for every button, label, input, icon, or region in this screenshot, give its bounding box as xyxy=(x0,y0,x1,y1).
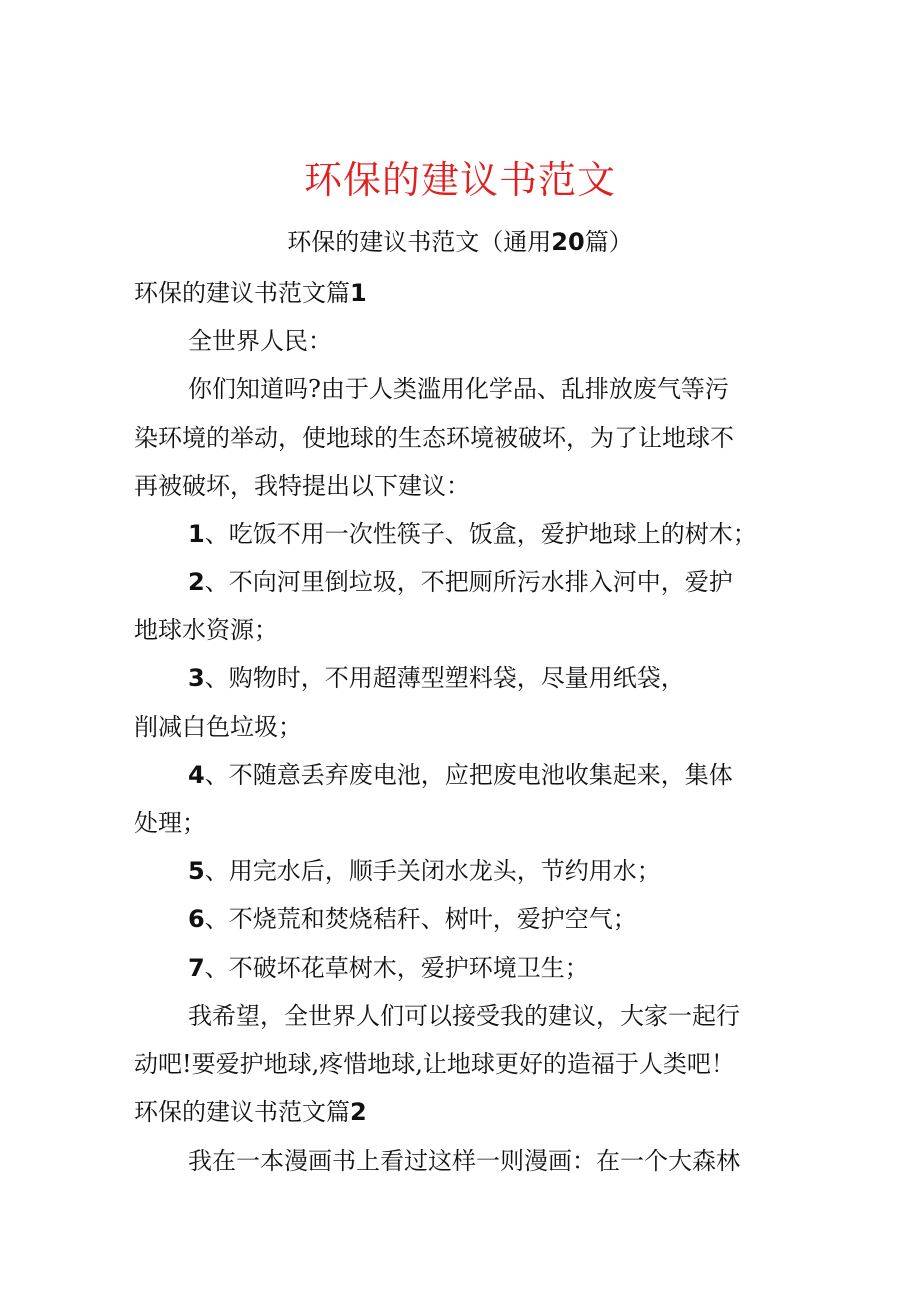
closing-line-1: 我希望，全世界人们可以接受我的建议，大家一起行 xyxy=(188,1002,740,1030)
suggestion-number: 4 xyxy=(188,761,205,789)
intro-line-1: 你们知道吗?由于人类滥用化学品、乱排放废气等污 xyxy=(188,375,729,403)
section-2-heading-text: 环保的建议书范文篇 xyxy=(134,1098,350,1126)
suggestion-text: 、不破坏花草树木，爱护环境卫生； xyxy=(204,954,589,982)
suggestion-item-3-continuation: 削减白色垃圾； xyxy=(134,713,302,741)
section-2-heading xyxy=(134,1092,367,1132)
suggestion-item-7 xyxy=(188,948,589,988)
suggestion-number: 7 xyxy=(188,954,205,982)
section-2-first-line: 我在一本漫画书上看过这样一则漫画：在一个大森林 xyxy=(188,1147,740,1175)
section-1-heading-number: 1 xyxy=(350,279,367,307)
suggestion-item-5 xyxy=(188,851,661,891)
section-2-heading-number: 2 xyxy=(350,1098,367,1126)
suggestion-text: 、吃饭不用一次性筷子、饭盒，爱护地球上的树木； xyxy=(204,520,757,548)
suggestion-item-2-continuation: 地球水资源； xyxy=(134,616,278,644)
suggestion-item-2 xyxy=(188,562,733,602)
suggestion-text: 、不随意丢弃废电池，应把废电池收集起来，集体 xyxy=(204,761,733,789)
suggestion-text: 、用完水后，顺手关闭水龙头，节约用水； xyxy=(204,857,661,885)
suggestion-number: 6 xyxy=(188,905,205,933)
suggestion-number: 3 xyxy=(188,664,205,692)
suggestion-text: 、不向河里倒垃圾，不把厕所污水排入河中，爱护 xyxy=(204,568,733,596)
greeting: 全世界人民： xyxy=(188,327,332,355)
suggestion-text: 、不烧荒和焚烧秸秆、树叶，爱护空气； xyxy=(204,905,637,933)
section-1-heading xyxy=(134,273,367,313)
document-title: 环保的建议书范文 xyxy=(303,158,616,202)
intro-line-3: 再被破坏，我特提出以下建议： xyxy=(134,472,470,500)
suggestion-item-3 xyxy=(188,658,685,698)
document-subtitle xyxy=(0,222,920,262)
closing-line-2: 动吧!要爱护地球,疼惜地球,让地球更好的造福于人类吧！ xyxy=(134,1050,735,1078)
suggestion-item-1 xyxy=(188,514,757,554)
suggestion-text: 、购物时，不用超薄型塑料袋，尽量用纸袋， xyxy=(204,664,685,692)
subtitle-text: 环保的建议书范文（通用 xyxy=(287,228,552,256)
intro-line-2: 染环境的举动，使地球的生态环境被破坏，为了让地球不 xyxy=(134,424,734,452)
suggestion-item-6 xyxy=(188,899,637,939)
suggestion-item-4-continuation: 处理； xyxy=(134,809,206,837)
suggestion-number: 2 xyxy=(188,568,205,596)
section-1-heading-text: 环保的建议书范文篇 xyxy=(134,279,350,307)
suggestion-item-4 xyxy=(188,755,733,795)
suggestion-number: 1 xyxy=(188,520,205,548)
subtitle-suffix: 篇） xyxy=(584,228,633,256)
suggestion-number: 5 xyxy=(188,857,205,885)
subtitle-count: 20 xyxy=(551,228,585,256)
